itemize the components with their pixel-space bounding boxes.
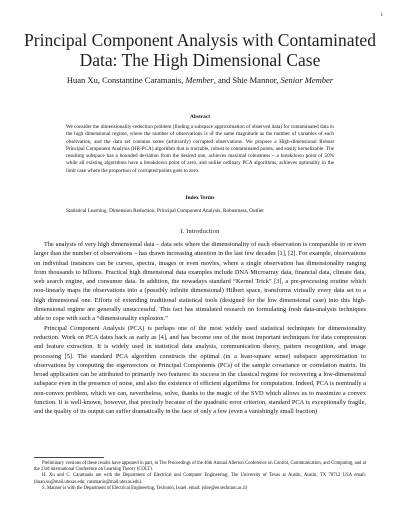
author-names-2: , and Shie Mannor, [213,75,279,85]
footnote: Preliminary versions of these results have appeared in part, in The Proceedings of the 46th Annual Allerton Conference on Control, Communication, and Computing, and at the 23rd international Conference on Learning Theory (COLT). [34,461,366,473]
index-terms-heading: Index Terms [185,195,215,201]
index-terms-text: Statistical Learning, Dimension Reduction, Principal Component Analysis, Robustness, Outlier [66,208,264,214]
abstract-heading: Abstract [189,114,211,120]
author-role-1: Member [185,75,214,85]
footnote: H. Xu and C. Caramanis are with the Department of Electrical and Computer Engineering, The University of Texas at Austin, Austin, TX 78712 USA email: (huan.xu@mail.utexas.edu; caramanis@mail.utexas.edu). [34,473,366,485]
footnotes [34,461,366,492]
footnote-rule [34,457,104,458]
author-role-2: Senior Member [280,75,334,85]
footnote: S. Mannor is with the Department of Electrical Engineering, Technion, Israel. email: (shie@ee.technion.ac.il) [42,485,248,491]
author-names-1: Huan Xu, Constantine Caramanis, [66,75,184,85]
author-line [20,75,380,85]
body-paragraph: The analysis of very high dimensional data – data sets where the dimensionality of each observation is comparable to or even larger than the number of observations – has drawn increasing attention in the last few decades [1], [2]. For example, observations on individual instances can be curves, spectra, images or even movies, where a single observation has dimensionality ranging from thousands to billions. Practical high dimensional data examples include DNA Microarray data, financial data, climate data, web search engine, and consumer data. In addition, the nowadays standard “Kernel Trick” [3], a pre-processing routine which non-linearly maps the observations into a (possibly infinite dimensional) Hilbert space, transforms virtually every data set to a high dimensional one. Efforts of extending traditional statistical tools (designed for the low dimensional case) into this high-dimensional regime are generally unsuccessful. This fact has stimulated research on formulating fresh data-analysis techniques able to cope with such a “dimensionality explosion.” [34,241,366,323]
paper-title: Principal Component Analysis with Contaminated Data: The High Dimensional Case [24,30,376,70]
section-heading: I. Introduction [180,228,220,235]
body-paragraph: Principal Component Analysis (PCA) is perhaps one of the most widely used statistical techniques for dimensionality reduction. Work on PCA dates back as early as [4], and has become one of the most important techniques for data compression and feature extraction. It is widely used in statistical data analysis, communication theory, pattern recognition, and image processing [5]. The standard PCA algorithm constructs the optimal (in a least-square sense) subspace approximation to observations by computing the eigenvectors or Principal Components (PCs) of the sample covariance or correlation matrix. Its broad application can be attributed to primarily two features: its success in the classical regime for recovering a low-dimensional subspace even in the presence of noise, and also the existence of efficient algorithms for computation. Indeed, PCA is nominally a non-convex problem, which we can, nevertheless, solve, thanks to the magic of the SVD which allows us to maximize a convex function. It is well-known, however, that precisely because of the quadratic error criterion, standard PCA is exceptionally fragile, and the quality of its output can suffer dramatically in the face of only a few (even a vanishingly small fraction) [34,324,366,416]
section-body [34,240,366,417]
page-number: 1 [380,13,383,18]
abstract-text: We consider the dimensionality-reduction problem (finding a subspace approximation of observed data) for contaminated data in the high dimensional regime, where the number of observations is of the same magnitude as the number of variables of each observation, and the data set contains some (arbitrarily) corrupted observations. We propose a High-dimensional Robust Principal Component Analysis (HR-PCA) algorithm that is tractable, robust to contaminated points, and easily kernelizable. The resulting subspace has a bounded deviation from the desired one, achieves maximal robustness – a breakdown point of 50% while all existing algorithms have a breakdown point of zero, and unlike ordinary PCA algorithms, achieves optimality in the limit case where the proportion of corrupted points goes to zero. [66,124,334,174]
